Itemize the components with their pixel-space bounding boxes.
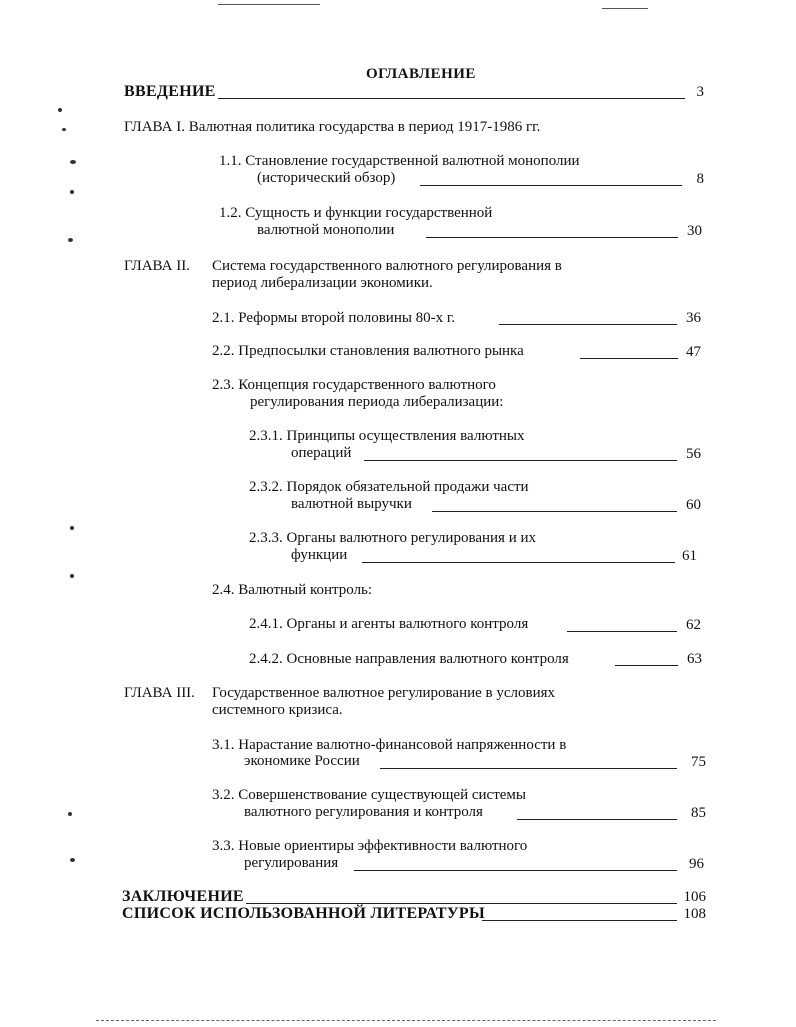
toc-section-2-3-1-page: 56 bbox=[686, 446, 701, 462]
toc-section-3-3-cont: регулирования bbox=[244, 855, 339, 871]
toc-section-2-3-3-cont: функции bbox=[291, 547, 348, 563]
leader-line bbox=[567, 631, 677, 632]
leader-line bbox=[482, 920, 677, 921]
leader-line bbox=[362, 562, 675, 563]
toc-section-3-1-page: 75 bbox=[691, 754, 706, 770]
scan-dot bbox=[68, 238, 73, 242]
toc-intro-page: 3 bbox=[696, 84, 704, 100]
scan-dot bbox=[70, 160, 76, 164]
toc-section-2-3-2-page: 60 bbox=[686, 497, 701, 513]
toc-section-1-1[interactable]: 1.1. Становление государственной валютной монополии bbox=[219, 153, 580, 169]
leader-line bbox=[615, 665, 678, 666]
toc-conclusion-label[interactable]: ЗАКЛЮЧЕНИЕ bbox=[122, 888, 244, 905]
toc-section-2-4-1-page: 62 bbox=[686, 617, 701, 633]
toc-section-1-1-cont: (исторический обзор) bbox=[257, 170, 396, 186]
toc-intro-label[interactable]: ВВЕДЕНИЕ bbox=[124, 83, 216, 100]
toc-section-2-3-1[interactable]: 2.3.1. Принципы осуществления валютных bbox=[249, 428, 525, 444]
leader-line bbox=[218, 98, 685, 99]
toc-section-2-1-page: 36 bbox=[686, 310, 701, 326]
leader-line bbox=[499, 324, 677, 325]
toc-section-2-3-3-page: 61 bbox=[682, 548, 697, 564]
toc-section-3-2-page: 85 bbox=[691, 805, 706, 821]
toc-references-page: 108 bbox=[683, 906, 706, 922]
leader-line bbox=[580, 358, 678, 359]
toc-section-2-4-1[interactable]: 2.4.1. Органы и агенты валютного контроля bbox=[249, 616, 529, 632]
toc-chapter-3-cont: системного кризиса. bbox=[212, 702, 343, 718]
leader-line bbox=[426, 237, 678, 238]
leader-line bbox=[517, 819, 677, 820]
toc-section-2-3-1-cont: операций bbox=[291, 445, 352, 461]
toc-section-1-2-page: 30 bbox=[687, 223, 702, 239]
toc-section-3-3-page: 96 bbox=[689, 856, 704, 872]
toc-section-2-3-3[interactable]: 2.3.3. Органы валютного регулирования и их bbox=[249, 530, 536, 546]
toc-chapter-1[interactable]: ГЛАВА I. Валютная политика государства в период 1917-1986 гг. bbox=[124, 119, 541, 135]
toc-chapter-2-num: ГЛАВА II. bbox=[124, 258, 190, 274]
toc-section-3-2[interactable]: 3.2. Совершенствование существующей системы bbox=[212, 787, 526, 803]
toc-chapter-3-num: ГЛАВА III. bbox=[124, 685, 195, 701]
scan-dot bbox=[62, 128, 66, 131]
scan-dot bbox=[70, 526, 74, 530]
page-title: ОГЛАВЛЕНИЕ bbox=[366, 66, 476, 82]
toc-section-3-2-cont: валютного регулирования и контроля bbox=[244, 804, 483, 820]
toc-chapter-3[interactable]: Государственное валютное регулирование в условиях bbox=[212, 685, 556, 701]
scan-dot bbox=[70, 574, 74, 578]
toc-section-2-2[interactable]: 2.2. Предпосылки становления валютного рынка bbox=[212, 343, 524, 359]
leader-line bbox=[420, 185, 682, 186]
scan-line-top-left bbox=[218, 4, 320, 5]
toc-section-2-4-2[interactable]: 2.4.2. Основные направления валютного контроля bbox=[249, 651, 569, 667]
scan-dot bbox=[58, 108, 62, 112]
toc-section-1-2-cont: валютной монополии bbox=[257, 222, 395, 238]
toc-section-2-4[interactable]: 2.4. Валютный контроль: bbox=[212, 582, 373, 598]
toc-section-2-3-2-cont: валютной выручки bbox=[291, 496, 412, 512]
toc-section-2-3[interactable]: 2.3. Концепция государственного валютного bbox=[212, 377, 496, 393]
toc-section-1-1-page: 8 bbox=[696, 171, 704, 187]
scan-line-top-right bbox=[602, 8, 648, 9]
scan-dot bbox=[70, 190, 74, 194]
leader-line bbox=[432, 511, 677, 512]
toc-section-2-1[interactable]: 2.1. Реформы второй половины 80-х г. bbox=[212, 310, 456, 326]
leader-line bbox=[380, 768, 677, 769]
scan-line-bottom bbox=[96, 1020, 716, 1021]
scan-dot bbox=[70, 858, 75, 862]
toc-section-3-1[interactable]: 3.1. Нарастание валютно-финансовой напряженности в bbox=[212, 737, 567, 753]
toc-section-2-2-page: 47 bbox=[686, 344, 701, 360]
toc-chapter-2-cont: период либерализации экономики. bbox=[212, 275, 433, 291]
toc-section-2-4-2-page: 63 bbox=[687, 651, 702, 667]
toc-references-label[interactable]: СПИСОК ИСПОЛЬЗОВАННОЙ ЛИТЕРАТУРЫ bbox=[122, 905, 486, 922]
toc-chapter-2[interactable]: Система государственного валютного регулирования в bbox=[212, 258, 562, 274]
toc-section-1-2[interactable]: 1.2. Сущность и функции государственной bbox=[219, 205, 493, 221]
toc-section-3-1-cont: экономике России bbox=[244, 753, 360, 769]
toc-section-3-3[interactable]: 3.3. Новые ориентиры эффективности валютного bbox=[212, 838, 528, 854]
toc-section-2-3-2[interactable]: 2.3.2. Порядок обязательной продажи части bbox=[249, 479, 529, 495]
leader-line bbox=[354, 870, 677, 871]
leader-line bbox=[246, 903, 677, 904]
toc-section-2-3-cont: регулирования периода либерализации: bbox=[250, 394, 504, 410]
toc-conclusion-page: 106 bbox=[683, 889, 706, 905]
leader-line bbox=[364, 460, 677, 461]
scan-dot bbox=[68, 812, 72, 816]
